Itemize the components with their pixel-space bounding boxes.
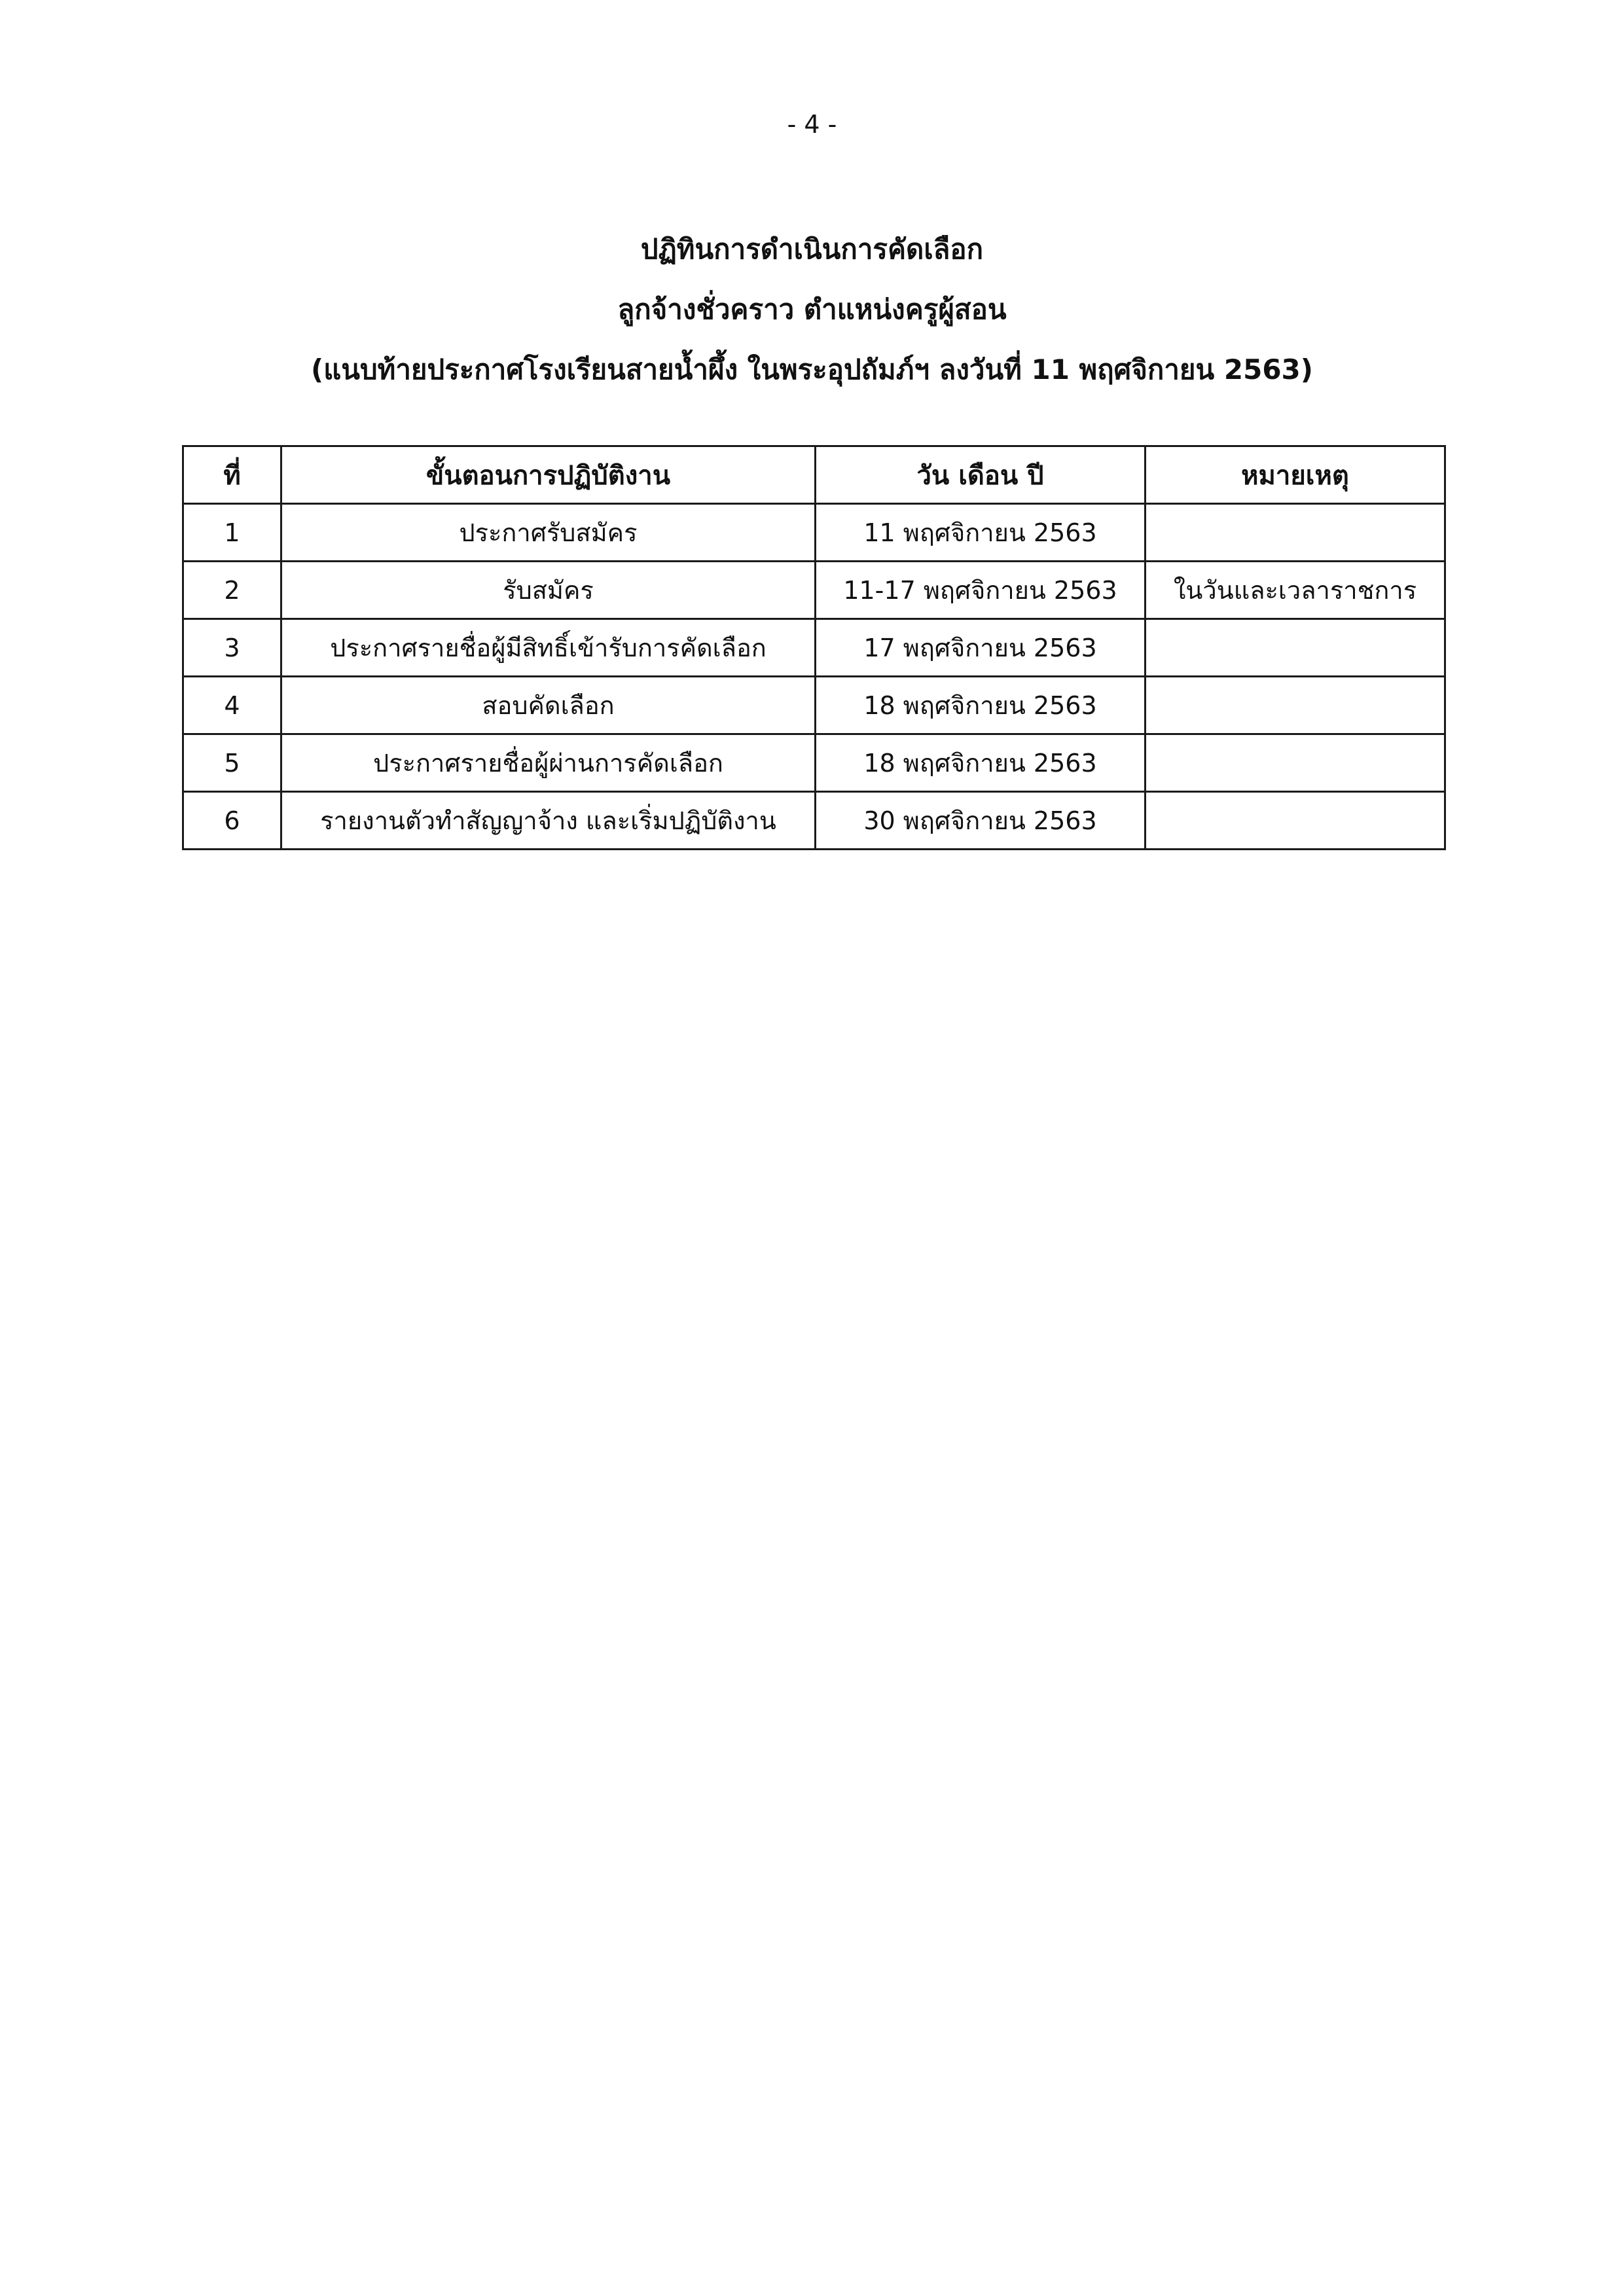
header-date: วัน เดือน ปี: [816, 446, 1146, 504]
table-row: [183, 734, 1445, 792]
table-row: [183, 677, 1445, 734]
cell-date: 11-17 พฤศจิกายน 2563: [816, 562, 1146, 619]
cell-note: [1146, 792, 1445, 850]
document-title: [0, 219, 1624, 400]
table-header-row: [183, 446, 1445, 504]
cell-date: 17 พฤศจิกายน 2563: [816, 619, 1146, 677]
cell-step: ประกาศรับสมัคร: [281, 504, 816, 562]
cell-note: [1146, 734, 1445, 792]
cell-no: 2: [183, 562, 281, 619]
title-line-2: ลูกจ้างชั่วคราว ตำแหน่งครูผู้สอน: [617, 293, 1007, 325]
table-row: [183, 792, 1445, 850]
table-row: [183, 504, 1445, 562]
cell-step: ประกาศรายชื่อผู้มีสิทธิ์เข้ารับการคัดเลือก: [281, 619, 816, 677]
cell-no: 1: [183, 504, 281, 562]
cell-step: รายงานตัวทำสัญญาจ้าง และเริ่มปฏิบัติงาน: [281, 792, 816, 850]
cell-note: [1146, 504, 1445, 562]
cell-step: ประกาศรายชื่อผู้ผ่านการคัดเลือก: [281, 734, 816, 792]
header-no: ที่: [183, 446, 281, 504]
cell-no: 5: [183, 734, 281, 792]
cell-note: ในวันและเวลาราชการ: [1146, 562, 1445, 619]
schedule-table: [182, 445, 1446, 850]
header-note: หมายเหตุ: [1146, 446, 1445, 504]
cell-no: 4: [183, 677, 281, 734]
page-number: - 4 -: [787, 110, 837, 139]
cell-date: 18 พฤศจิกายน 2563: [816, 734, 1146, 792]
table-row: [183, 619, 1445, 677]
header-step: ขั้นตอนการปฏิบัติงาน: [281, 446, 816, 504]
cell-note: [1146, 677, 1445, 734]
cell-no: 6: [183, 792, 281, 850]
cell-date: 11 พฤศจิกายน 2563: [816, 504, 1146, 562]
title-line-1: ปฏิทินการดำเนินการคัดเลือก: [640, 233, 984, 265]
cell-no: 3: [183, 619, 281, 677]
table-row: [183, 562, 1445, 619]
title-line-3: (แนบท้ายประกาศโรงเรียนสายน้ำผึ้ง ในพระอุปถัมภ์ฯ ลงวันที่ 11 พฤศจิกายน 2563): [311, 353, 1313, 386]
cell-date: 30 พฤศจิกายน 2563: [816, 792, 1146, 850]
cell-date: 18 พฤศจิกายน 2563: [816, 677, 1146, 734]
cell-note: [1146, 619, 1445, 677]
cell-step: รับสมัคร: [281, 562, 816, 619]
cell-step: สอบคัดเลือก: [281, 677, 816, 734]
